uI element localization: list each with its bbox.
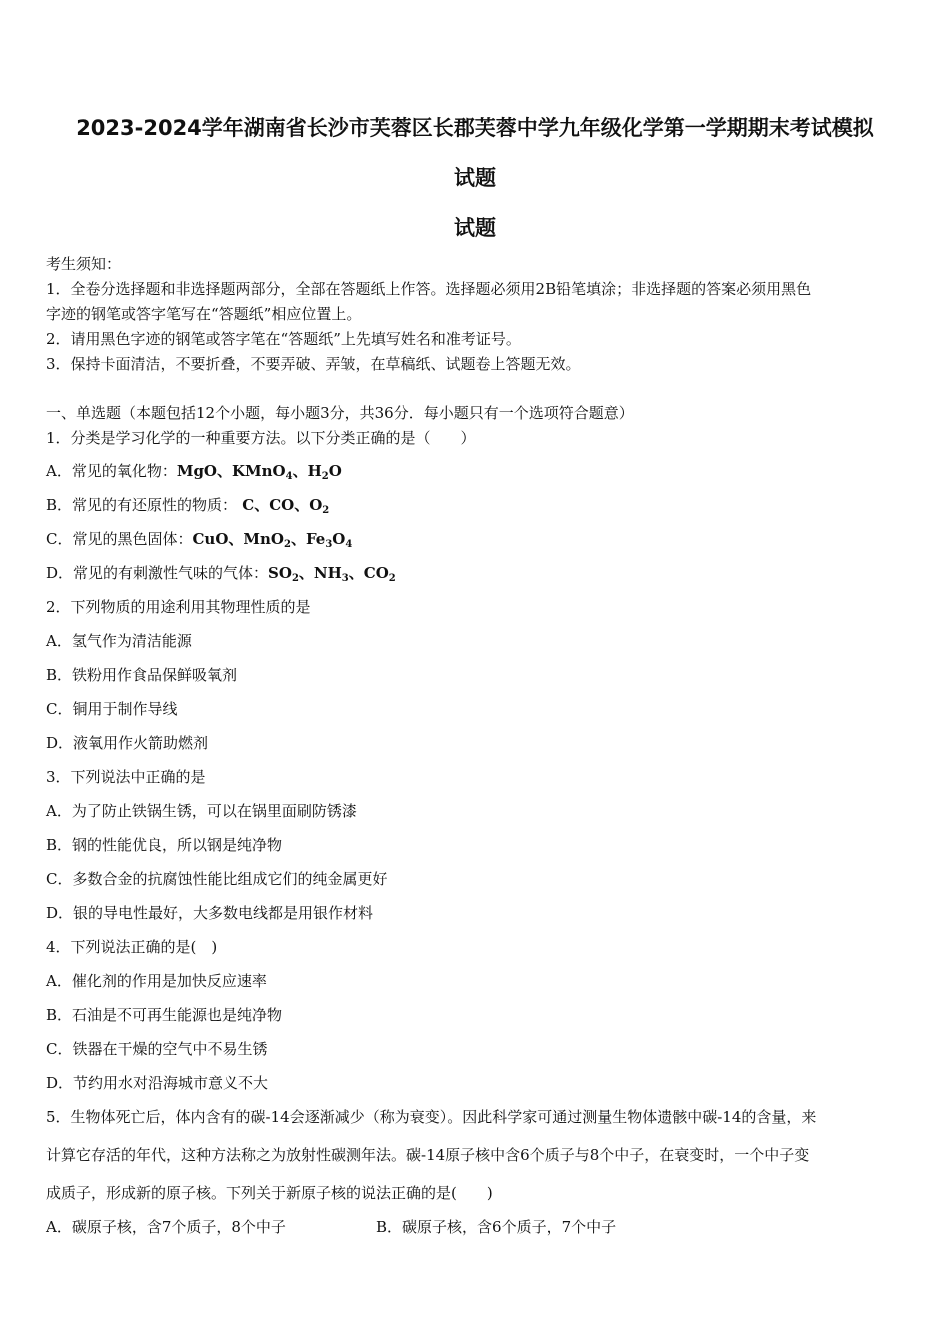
exam-title-line2: 试题 <box>454 166 496 190</box>
question-1-option-c: C．常见的黑色固体：CuO、MnO$_2$、$Fe_3O_4$ <box>46 530 353 550</box>
question-5-stem-line3: 成质子，形成新的原子核。下列关于新原子核的说法正确的是( ) <box>46 1184 493 1202</box>
question-5-stem-line1: 5．生物体死亡后，体内含有的碳-14会逐渐减少（称为衰变）。因此科学家可通过测量生物体遗骸中碳-14的含量，来 <box>46 1108 817 1126</box>
question-2-option-a: A．氢气作为清洁能源 <box>46 632 192 650</box>
notice-item-2: 2．请用黑色字迹的钢笔或答字笔在“答题纸”上先填写姓名和准考证号。 <box>46 330 521 348</box>
exam-subtitle: 试题 <box>454 216 496 240</box>
notice-item-3: 3．保持卡面清洁，不要折叠，不要弄破、弄皱，在草稿纸、试题卷上答题无效。 <box>46 355 581 373</box>
notice-item-1a: 1．全卷分选择题和非选择题两部分，全部在答题纸上作答。选择题必须用2B铅笔填涂；非选择题的答案必须用黑色 <box>46 280 812 298</box>
question-3-option-d: D．银的导电性最好，大多数电线都是用银作材料 <box>46 904 374 922</box>
question-4-option-d: D．节约用水对沿海城市意义不大 <box>46 1074 269 1092</box>
exam-title-line1: 2023-2024学年湖南省长沙市芙蓉区长郡芙蓉中学九年级化学第一学期期末考试模拟 <box>76 116 874 140</box>
question-1-option-d: D．常见的有刺激性气味的气体：$SO_2$、$NH_3$、$CO_2$ <box>46 564 396 584</box>
question-5-option-b: B．碳原子核，含6个质子，7个中子 <box>376 1218 617 1236</box>
question-3-option-a: A．为了防止铁锅生锈，可以在锅里面刷防锈漆 <box>46 802 357 820</box>
question-2-stem: 2．下列物质的用途利用其物理性质的是 <box>46 598 311 616</box>
question-2-option-d: D．液氧用作火箭助燃剂 <box>46 734 209 752</box>
notice-item-1b: 字迹的钢笔或答字笔写在“答题纸”相应位置上。 <box>46 305 362 323</box>
question-5-option-a: A．碳原子核，含7个质子，8个中子 <box>46 1218 286 1236</box>
question-1-option-b: B．常见的有还原性的物质： C、CO、$O_2$ <box>46 496 330 516</box>
question-4-option-b: B．石油是不可再生能源也是纯净物 <box>46 1006 283 1024</box>
question-5-stem-line2: 计算它存活的年代，这种方法称之为放射性碳测年法。碳-14原子核中含6个质子与8个中子，在衰变时，一个中子变 <box>46 1146 810 1164</box>
question-4-stem: 4．下列说法正确的是( ) <box>46 938 218 956</box>
question-4-option-c: C．铁器在干燥的空气中不易生锈 <box>46 1040 268 1058</box>
question-2-option-b: B．铁粉用作食品保鲜吸氧剂 <box>46 666 238 684</box>
question-1-stem: 1．分类是学习化学的一种重要方法。以下分类正确的是（ ） <box>46 429 476 447</box>
section-heading: 一、单选题（本题包括12个小题，每小题3分，共36分．每小题只有一个选项符合题意） <box>46 404 634 422</box>
question-4-option-a: A．催化剂的作用是加快反应速率 <box>46 972 267 990</box>
question-3-option-c: C．多数合金的抗腐蚀性能比组成它们的纯金属更好 <box>46 870 388 888</box>
notice-heading: 考生须知： <box>46 255 122 273</box>
question-3-stem: 3．下列说法中正确的是 <box>46 768 206 786</box>
question-3-option-b: B．钢的性能优良，所以钢是纯净物 <box>46 836 283 854</box>
question-1-option-a: A．常见的氧化物：MgO、KMnO$_4$、$H_2O$ <box>46 462 342 482</box>
question-2-option-c: C．铜用于制作导线 <box>46 700 178 718</box>
